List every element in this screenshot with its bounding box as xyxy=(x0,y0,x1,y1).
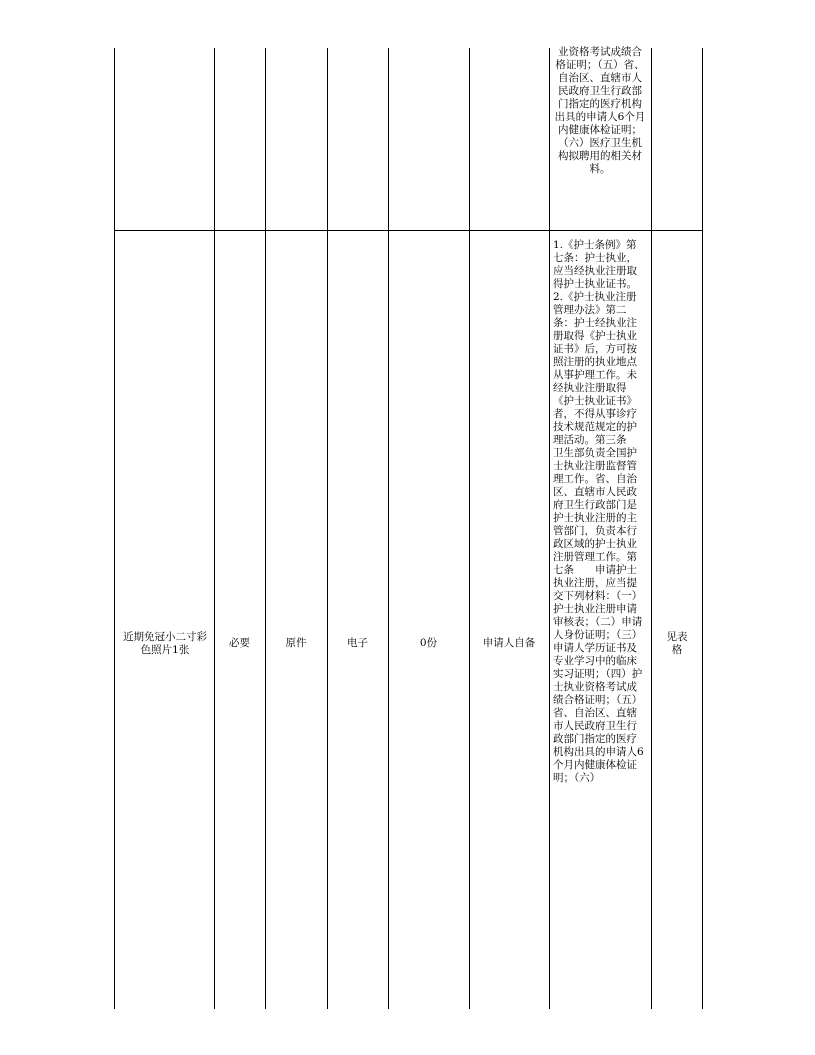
row-border xyxy=(114,230,703,231)
basis-cell-continued: 业资格考试成绩合格证明；（五）省、自治区、直辖市人民政府卫生行政部门指定的医疗机构出具的申请人6个月内健康体检证明；（六）医疗卫生机构拟聘用的相关材料。 xyxy=(554,46,646,175)
column-border xyxy=(651,48,652,1009)
remark-cell: 见表格 xyxy=(666,631,688,656)
source-cell: 申请人自备 xyxy=(482,637,536,649)
column-border xyxy=(214,48,215,1009)
material-name-cell: 近期免冠小二寸彩色照片1张 xyxy=(123,631,207,656)
basis-cell: 1.《护士条例》第七条：护士执业，应当经执业注册取得护士执业证书。 2.《护士执业注册管理办法》第二条：护士经执业注册取得《护士执业证书》后，方可按照注册的执业地点从事护理工作。未经执业注册取得《护士执业证书》者，不得从事诊疗技术规范规定的护理活动。第三条 卫生部负责全国护士执业注册监督管理工作。省、自治区、直辖市人民政府卫生行政部门是护士执业注册的主管部门，负责本行政区域的护士执业注册管理工作。第七条 申请护士执业注册，应当提交下列材料：（一）护士执业注册申请审核表；（二）申请人身份证明；（三）申请人学历证书及专业学习中的临床实习证明；（四）护士执业资格考试成绩合格证明；（五）省、自治区、直辖市人民政府卫生行政部门指定的医疗机构出具的申请人6个月内健康体检证明；（六） xyxy=(553,239,647,784)
column-border xyxy=(702,48,703,1009)
column-border xyxy=(388,48,389,1009)
column-border xyxy=(114,48,115,1009)
required-cell: 必要 xyxy=(229,637,250,649)
column-border xyxy=(549,48,550,1009)
form-cell: 原件 xyxy=(285,637,307,649)
column-border xyxy=(265,48,266,1009)
medium-cell: 电子 xyxy=(347,637,368,649)
column-border xyxy=(327,48,328,1009)
column-border xyxy=(469,48,470,1009)
count-cell: 0份 xyxy=(419,637,438,649)
